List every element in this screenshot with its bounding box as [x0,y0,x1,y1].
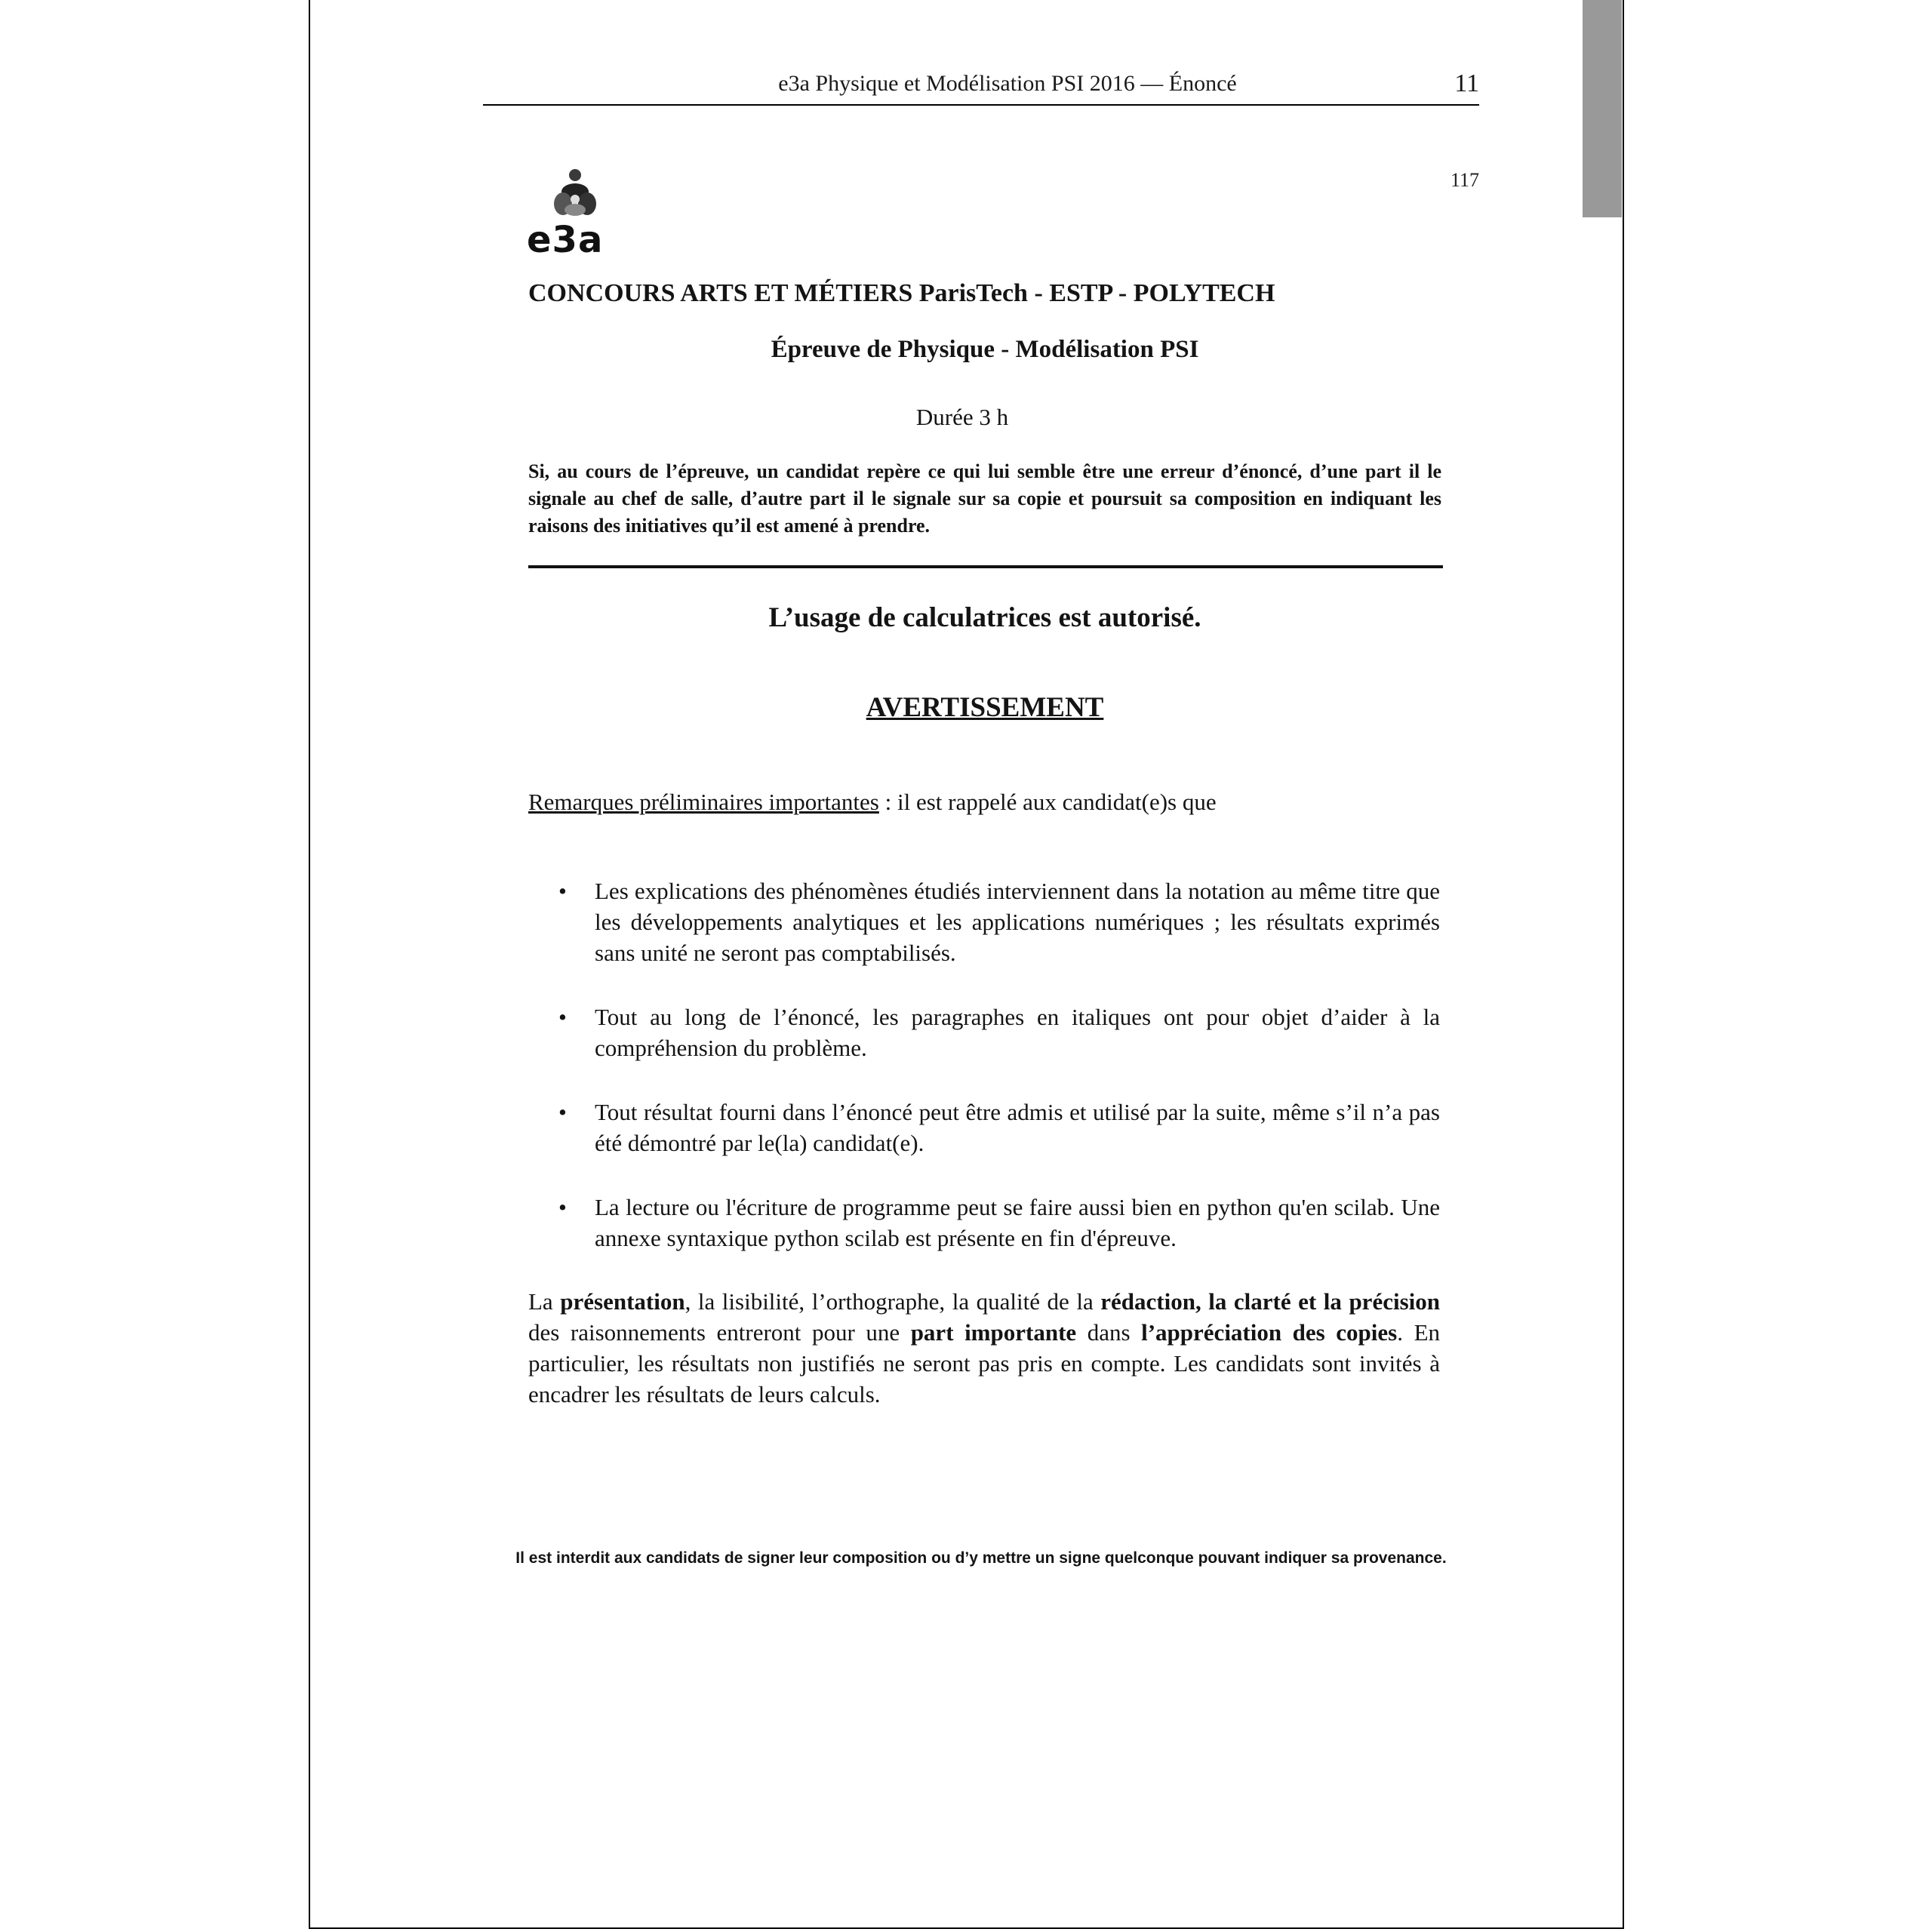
bullet-icon: • [558,1194,567,1220]
list-item [558,875,1440,968]
scan-page-number: 117 [1450,169,1479,191]
remarks-label: Remarques préliminaires importantes [528,789,879,815]
closing-emphasis: présentation [560,1288,685,1315]
exam-duration: Durée 3 h [915,404,1009,430]
closing-emphasis: part importante [910,1319,1077,1346]
list-item [558,1001,1440,1063]
list-item-text: Tout au long de l’énoncé, les paragraphes en italiques ont pour objet d’aider à la compréhension du problème. [595,1004,1440,1061]
bullet-icon: • [558,878,567,904]
remarks-intro [528,789,1217,816]
warning-heading: AVERTISSEMENT [866,692,1104,723]
closing-text: . En particulier, les résultats non justifiés ne seront pas pris en compte. Les candidats sont invités à encadrer les résultats de leurs calculs. [528,1319,1440,1407]
closing-text: La [528,1288,561,1315]
e3a-wordmark: e3a [527,219,604,261]
section-divider [528,565,1443,568]
list-item [558,1097,1440,1158]
closing-text: , la lisibilité, l’orthographe, la qualité de la [685,1288,1101,1315]
remarks-rest: : il est rappelé aux candidat(e)s que [878,789,1217,815]
contest-title: CONCOURS ARTS ET MÉTIERS ParisTech - ESTP - POLYTECH [528,279,1275,307]
bullet-icon: • [558,1004,567,1030]
closing-emphasis: l’appréciation des copies [1141,1319,1398,1346]
closing-text: dans [1076,1319,1142,1346]
list-item-text: Les explications des phénomènes étudiés interviennent dans la notation au même titre que les développements analytiques et les applications numériques ; les résultats exprimés sans unité ne seront pas comptabilisés. [595,878,1440,966]
bullet-icon: • [558,1099,567,1125]
closing-emphasis: rédaction, la clarté et la précision [1100,1288,1440,1315]
page-number: 11 [1454,69,1479,97]
exam-title: Épreuve de Physique - Modélisation PSI [771,336,1199,363]
error-notice-paragraph: Si, au cours de l’épreuve, un candidat repère ce qui lui semble être une erreur d’énoncé, d’une part il le signale au chef de salle, d’autre part il le signale sur sa copie et poursuit sa composition en indiquant les raisons des initiatives qu’il est amené à prendre. [528,460,1441,537]
scrollbar-thumb[interactable] [1583,0,1622,217]
calculator-note: L’usage de calculatrices est autorisé. [768,602,1201,633]
header-rule [483,104,1479,106]
closing-text: des raisonnements entreront pour une [528,1319,911,1346]
closing-paragraph [528,1286,1440,1410]
list-item-text: Tout résultat fourni dans l’énoncé peut être admis et utilisé par la suite, même s’il n’a pas été démontré par le(la) candidat(e). [595,1099,1440,1156]
list-item-text: La lecture ou l'écriture de programme peut se faire aussi bien en python qu'en scilab. Une annexe syntaxique python scilab est présente en fin d'épreuve. [595,1194,1440,1251]
running-header-title: e3a Physique et Modélisation PSI 2016 — Énoncé [778,71,1237,96]
remarks-list [558,875,1440,1287]
list-item [558,1192,1440,1254]
footer-note: Il est interdit aux candidats de signer leur composition ou d’y mettre un signe quelconque pouvant indiquer sa provenance. [515,1549,1447,1567]
